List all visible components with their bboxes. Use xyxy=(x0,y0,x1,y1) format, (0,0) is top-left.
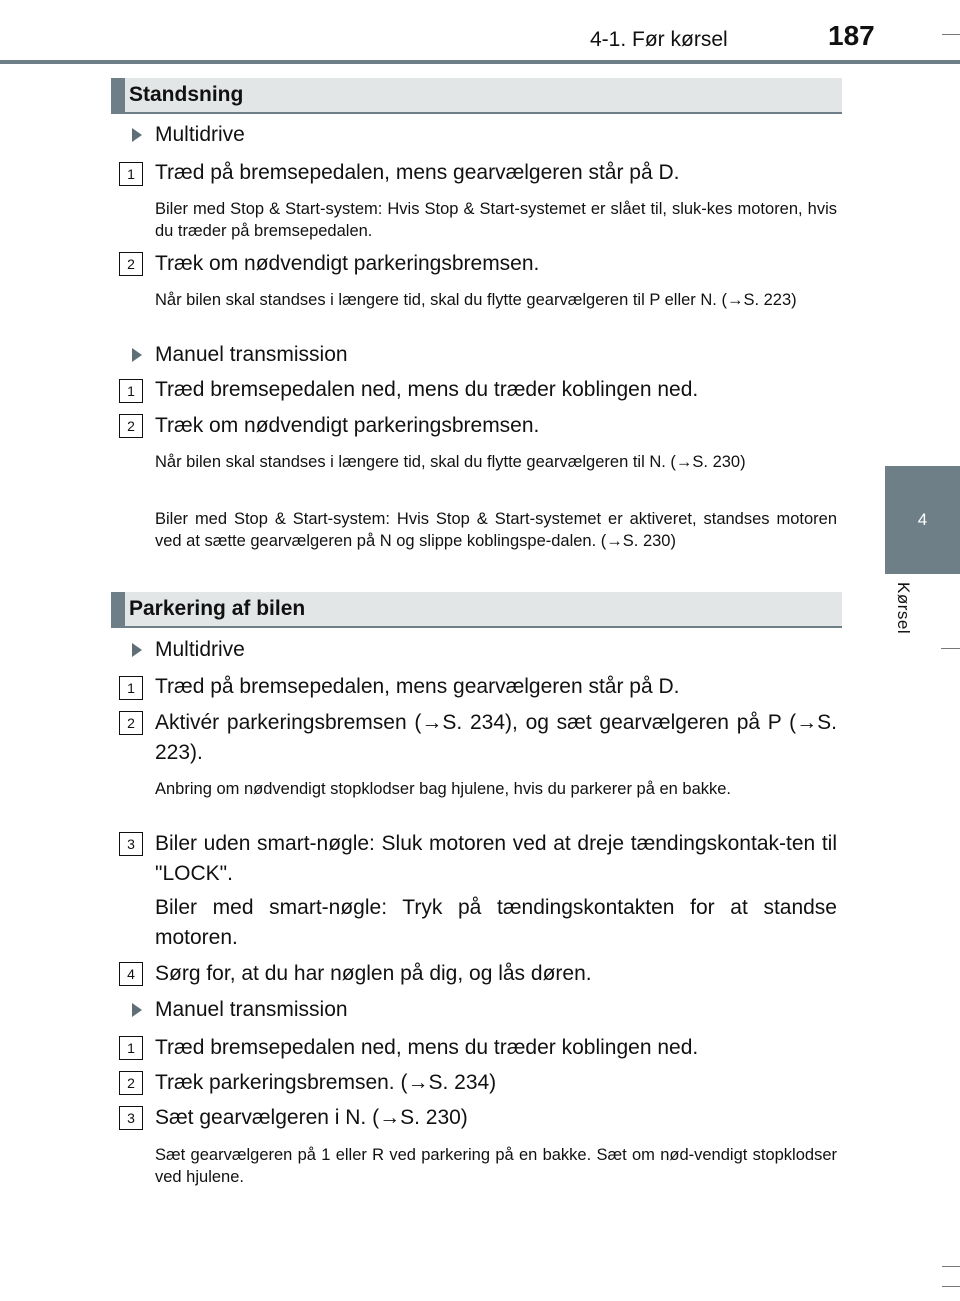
step-text: Træd bremsepedalen ned, mens du træder koblingen ned. xyxy=(155,1036,699,1059)
step-text: Træk om nødvendigt parkeringsbremsen. xyxy=(155,252,540,275)
step-number: 1 xyxy=(119,379,143,403)
step-number: 3 xyxy=(119,1106,143,1130)
bullet-triangle-icon xyxy=(132,348,142,362)
header-rule xyxy=(0,60,960,64)
step-number: 3 xyxy=(119,832,143,856)
step-note: Anbring om nødvendigt stopklodser bag hjulene, hvis du parkerer på en bakke. xyxy=(155,780,732,798)
section-title: Parkering af bilen xyxy=(129,597,306,620)
step-text: Sæt gearvælgeren i N. (→S. 230) xyxy=(155,1106,468,1129)
step-text: Biler med smart-nøgle: Tryk på tændingskontakten for at standse motoren. xyxy=(155,896,837,949)
subheading-multidrive: Multidrive xyxy=(155,123,245,146)
subheading-manual: Manuel transmission xyxy=(155,998,348,1021)
bullet-triangle-icon xyxy=(132,643,142,657)
chapter-tab xyxy=(885,466,960,574)
section-bar xyxy=(111,592,125,626)
step-number: 4 xyxy=(119,962,143,986)
step-number: 2 xyxy=(119,252,143,276)
step-number: 1 xyxy=(119,1036,143,1060)
section-header-parkering xyxy=(111,592,842,628)
page-number: 187 xyxy=(828,20,875,51)
step-number: 1 xyxy=(119,162,143,186)
crop-mark xyxy=(942,34,960,35)
step-number: 2 xyxy=(119,711,143,735)
crop-mark xyxy=(942,1266,960,1267)
step-text: Træd på bremsepedalen, mens gearvælgeren står på D. xyxy=(155,675,680,698)
step-text: Sørg for, at du har nøglen på dig, og lås døren. xyxy=(155,962,592,985)
step-note: Når bilen skal standses i længere tid, skal du flytte gearvælgeren til N. (→S. 230) xyxy=(155,453,746,471)
subheading-manual: Manuel transmission xyxy=(155,343,348,366)
bullet-triangle-icon xyxy=(132,128,142,142)
step-note: Biler med Stop & Start-system: Hvis Stop & Start-systemet er aktiveret, standses motoren ved at sætte gearvælgeren på N og slippe koblingspe-dalen. (→S. 230) xyxy=(155,510,837,550)
chapter-label: Kørsel xyxy=(894,582,913,635)
step-number: 1 xyxy=(119,676,143,700)
step-note: Når bilen skal standses i længere tid, skal du flytte gearvælgeren til P eller N. (→S. 223) xyxy=(155,291,797,309)
step-text: Træk parkeringsbremsen. (→S. 234) xyxy=(155,1071,497,1094)
step-text: Træd bremsepedalen ned, mens du træder koblingen ned. xyxy=(155,378,699,401)
step-text: Biler uden smart-nøgle: Sluk motoren ved at dreje tændingskontak-ten til "LOCK". xyxy=(155,832,837,885)
step-text: Træd på bremsepedalen, mens gearvælgeren står på D. xyxy=(155,161,680,184)
subheading-multidrive: Multidrive xyxy=(155,638,245,661)
tab-tick xyxy=(941,648,960,649)
crop-mark xyxy=(942,1286,960,1287)
section-title: Standsning xyxy=(129,83,244,106)
section-bar xyxy=(111,78,125,112)
step-text: Aktivér parkeringsbremsen (→S. 234), og sæt gearvælgeren på P (→S. 223). xyxy=(155,711,837,764)
step-note: Sæt gearvælgeren på 1 eller R ved parkering på en bakke. Sæt om nød-vendigt stopklodser ved hjulene. xyxy=(155,1146,837,1186)
step-number: 2 xyxy=(119,1071,143,1095)
step-number: 2 xyxy=(119,414,143,438)
step-text: Træk om nødvendigt parkeringsbremsen. xyxy=(155,414,540,437)
chapter-number: 4 xyxy=(917,510,928,529)
chapter-section-title: 4-1. Før kørsel xyxy=(590,28,728,51)
section-header-standsning xyxy=(111,78,842,114)
step-note: Biler med Stop & Start-system: Hvis Stop & Start-systemet er slået til, sluk-kes motoren, hvis du træder på bremsepedalen. xyxy=(155,200,837,240)
bullet-triangle-icon xyxy=(132,1003,142,1017)
